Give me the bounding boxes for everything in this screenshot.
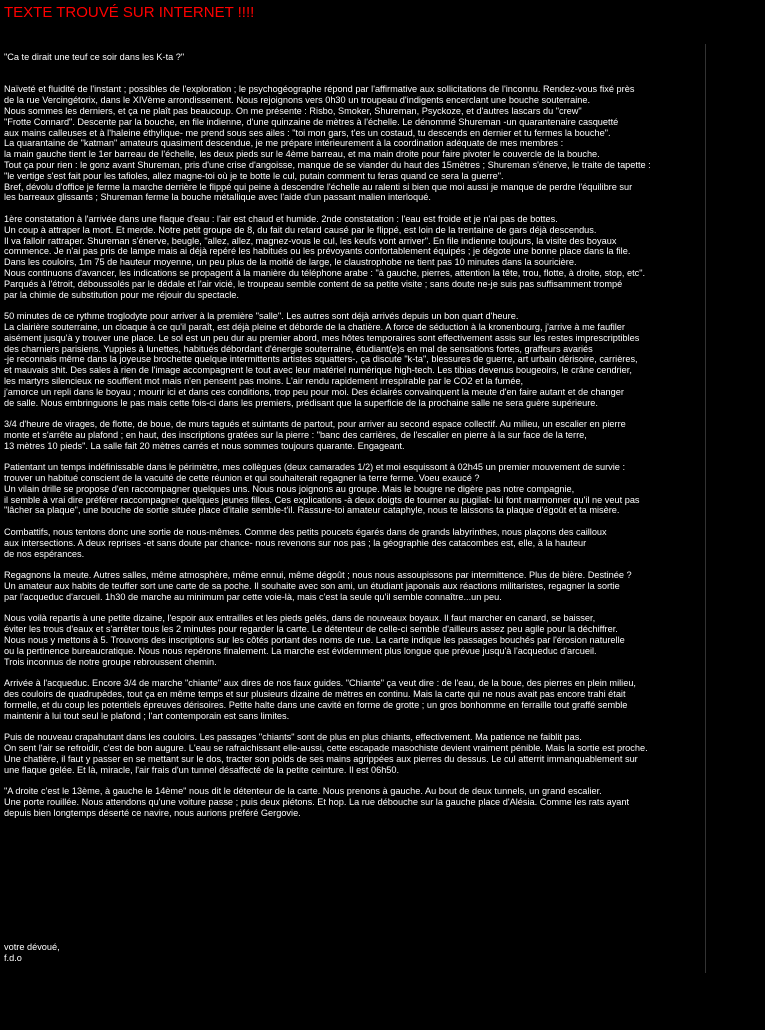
article-paragraph: 1ère constatation à l'arrivée dans une flaque d'eau : l'air est chaud et humide. 2nde constatation : l'eau est froide et je n'ai pas de bottes. Un coup à attraper la mort. Et merde. Notre petit groupe de 8, du fait du retard causé par le flippé, est loin de la trentaine de gars déjà descendus. Il va falloir rattraper. Shureman s'énerve, beugle, "allez, allez, magnez-vous le cul, les keufs vont arriver". En file indienne toujours, la visite des boyaux commence. Je n'ai pas pris de lampe mais ai déjà repéré les habitués ou les prévoyants confortablement équipés ; je dégote une bonne place dans la file. Dans les couloirs, 1m 75 de hauteur moyenne, un peu plus de la moitié de large, le claustrophobe ne tient pas 10 minutes dans la souricière. Nous continuons d'avancer, les indications se propagent à la manière du téléphone arabe : "à gauche, pierres, attention la tête, trou, flotte, à droite, stop, etc". Parqués à l'étroit, déboussolés par le dédale et l'air vicié, le troupeau semble content de sa petite visite ; sans doute ne-je suis pas suffisamment trompé par la chimie de substitution pour me réjouir du spectacle.	[4, 213, 646, 300]
article-paragraph-intro: "Ca te dirait une teuf ce soir dans les K-ta ?"	[4, 52, 185, 62]
article-paragraph: Arrivée à l'acqueduc. Encore 3/4 de marche "chiante" aux dires de nos faux guides. "Chiante" ça veut dire : de l'eau, de la boue, des pierres en plein milieu, des couloirs de quadrupèdes, tout ça en même temps et sur plusieurs dizaine de mètres en continu. Mais la carte qui ne nous avait pas encore trahi était formelle, et du coup les potentiels épreuves dérisoires. Petite halte dans une cavité en forme de grotte ; un gros bonhomme en ferraille tout graffé semble maintenir à lui tout seul le plafond ; l'art contemporain est sans limites.	[4, 678, 636, 721]
page-title: TEXTE TROUVÉ SUR INTERNET !!!!	[4, 4, 255, 21]
article-paragraph: Regagnons la meute. Autres salles, même atmosphère, même ennui, même dégoût ; nous nous assoupissons par intermittence. Plus de bière. Destinée ? Un amateur aux habits de teuffer sort une carte de sa poche. Il souhaite avec son ami, un étudiant japonais aux réactions militaristes, regagner la sortie par l'acqueduc d'arcueil. 1h30 de marche au minimum par cette voie-là, mais c'est la seule qu'il semble connaître...un peu.	[4, 570, 632, 602]
article-paragraph: Naïveté et fluidité de l'instant ; possibles de l'exploration ; le psychogéographe répond par l'affirmative aux sollicitations de l'inconnu. Rendez-vous fixé près de la rue Vercingétorix, dans le XIVème arrondissement. Nous rejoignons vers 0h30 un troupeau d'indigents encerclant une bouche souterraine. Nous sommes les derniers, et ça ne plaît pas beaucoup. On me présente : Risbo, Smoker, Shureman, Psyckoze, et d'autres lascars du "crew" "Frotte Connard". Descente par la bouche, en file indienne, d'une quinzaine de mètres à l'échelle. Le dénommé Shureman -un quarantenaire casquetté aux mains calleuses et à l'haleine éthylique- me prend sous ses ailes : "toi mon gars, t'es un costaud, tu descends en dernier et tu fermes la bouche". La quarantaine de "katman" amateurs quasiment descendue, je me prépare intérieurement à la coordination adéquate de mes membres : la main gauche tient le 1er barreau de l'échelle, les deux pieds sur le 4ème barreau, et ma main droite pour faire pivoter le couvercle de la bouche. Tout ça pour rien : le gonz avant Shureman, pris d'une crise d'angoisse, manque de se viander du haut des 15mètres ; Shureman s'énerve, le traite de tapette : "le vertige s'est fait pour les tafioles, allez magne-toi où je te botte le cul, putain comment tu feras quand ce sera la guerre". Bref, dévolu d'office je ferme la marche derrière le flippé qui peine à descendre l'échelle au ralenti si bien que moi aussi je manque de perdre l'équilibre sur les barreaux glissants ; Shureman ferme la bouche métallique avec l'aide d'un passant malien interloqué.	[4, 84, 651, 203]
signature: votre dévoué, f.d.o	[4, 942, 60, 963]
article-body	[4, 52, 706, 829]
article-paragraph: Combattifs, nous tentons donc une sortie de nous-mêmes. Comme des petits poucets égarés dans de grands labyrinthes, nous plaçons des cailloux aux intersections. A deux reprises -et sans doute par chance- nous revenons sur nos pas ; la géographie des catacombes est, elle, à la hauteur de nos espérances.	[4, 527, 607, 559]
article-paragraph: Patientant un temps indéfinissable dans le périmètre, mes collègues (deux camarades 1/2) et moi esquissont à 02h45 un premier mouvement de survie : trouver un habitué conscient de la vacuité de cette réunion et qui souhaiterait regagner la terre ferme. Voeu exaucé ? Un vilain drille se propose d'en raccompagner quelques uns. Nous nous joignons au groupe. Mais le bougre ne digère pas notre compagnie, il semble à vrai dire préférer raccompagner quelques jeunes filles. Ces explications -à deux doigts de tourner au pugilat- lui font marmonner qu'il ne veut pas "lâcher sa plaque", une bouche de sortie située place d'italie semble-t'il. Rassure-toi amateur cataphyle, nous te laissons ta plaque d'égoût et ta misère.	[4, 462, 640, 516]
article-paragraph: 3/4 d'heure de virages, de flotte, de boue, de murs tagués et suintants de partout, pour arriver au second espace collectif. Au milieu, un escalier en pierre monte et s'arrête au plafond ; en haut, des inscriptions gratées sur la pierre : "banc des carrières, de l'escalier en pierre à la sur face de la terre, 13 mètres 10 pieds". La salle fait 20 mètres carrés et nous sommes toujours quarante. Engageant.	[4, 419, 626, 451]
article-paragraph: 50 minutes de ce rythme troglodyte pour arriver à la première "salle". Les autres sont déjà arrivés depuis un bon quart d'heure. La clairière souterraine, un cloaque à ce qu'il paraît, est déjà pleine et déborde de la chatière. A force de séduction à la kronenbourg, j'arrive à me faufiler aisément jusqu'à y trouver une place. Le sol est un peu dur au premier abord, mes hôtes temporaires sont effectivement assis sur les restes imprescriptibles des charniers parisiens. Yuppies à lunettes, habitués débordant d'énergie souterraine, étudiant(e)s en mal de sensations fortes, graffeurs avariés -je reconnais même dans la joyeuse brochette quelque intermittents artistes squatters-, ça discute "k-ta", blessures de guerre, art urbain dérisoire, carrières, et mauvais shit. Des sales à rien de l'image accompagnent le tout avec leur matériel numérique high-tech. Les tibias devenus bougeoirs, le crâne cendrier, les martyrs silencieux ne soufflent mot mais n'en pensent pas moins. L'air rendu rapidement irrespirable par le CO2 et la fumée, j'amorce un repli dans le boyau ; mourir ici et dans ces conditions, trop peu pour moi. Des éclairés convainquent la meute d'en faire autant et de changer de salle. Nous embringuons le pas mais cette fois-ci dans les premiers, prédisant que la superficie de la prochaine salle ne sera guère supérieure.	[4, 311, 640, 408]
article-paragraph: "A droite c'est le 13ème, à gauche le 14ème" nous dit le détenteur de la carte. Nous prenons à gauche. Au bout de deux tunnels, un grand escalier. Une porte rouillée. Nous attendons qu'une voiture passe ; puis deux piétons. Et hop. La rue débouche sur la gauche place d'Alésia. Comme les rats ayant depuis bien longtemps déserté ce navire, nous aurions préféré Gergovie.	[4, 786, 630, 818]
article-paragraph: Nous voilà repartis à une petite dizaine, l'espoir aux entrailles et les pieds gelés, dans de nouveaux boyaux. Il faut marcher en canard, se baisser, éviter les trous d'eaux et s'arrêter tous les 2 minutes pour regarder la carte. Le détenteur de celle-ci semble d'ailleurs assez peu agile pour la déchiffrer. Nous nous y mettons à 5. Trouvons des inscriptions sur les côtés portant des noms de rue. La carte indique les passages bouchés par l'érosion naturelle ou la pertinence bureaucratique. Nous nous repérons finalement. La marche est évidemment plus longue que prévue jusqu'à l'acqueduc d'arcueil. Trois inconnus de notre groupe rebroussent chemin.	[4, 613, 625, 667]
article-paragraph: Puis de nouveau crapahutant dans les couloirs. Les passages "chiants" sont de plus en plus chiants, effectivement. Ma patience ne faiblit pas. On sent l'air se refroidir, c'est de bon augure. L'eau se rafraichissant elle-aussi, cette escapade masochiste devient vraiment pénible. Mais la sortie est proche. Une chatière, il faut y passer en se mettant sur le dos, tracter son poids de ses mains agrippées aux pierres du dessus. Le cul atterrit immanquablement sur une flaque gelée. Et là, miracle, l'air frais d'un tunnel désaffecté de la petite ceinture. Il est 06h50.	[4, 732, 648, 775]
